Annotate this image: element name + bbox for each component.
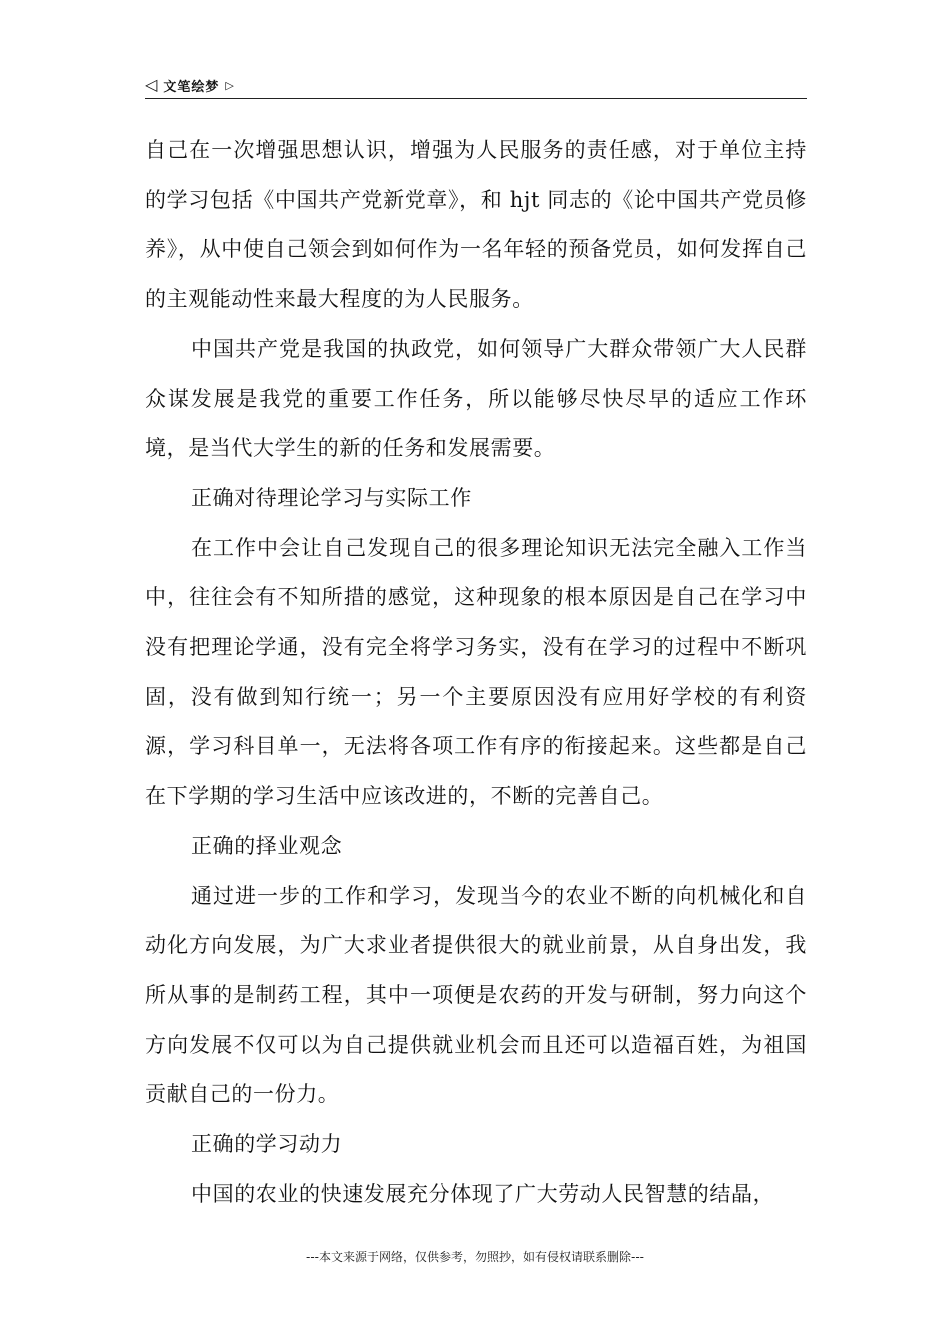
paragraph-3: 在工作中会让自己发现自己的很多理论知识无法完全融入工作当中，往往会有不知所措的感觉，这种现象的根本原因是自己在学习中没有把理论学通，没有完全将学习务实，没有在学习的过程中不断巩固，没有做到知行统一；另一个主要原因没有应用好学校的有利资源，学习科目单一，无法将各项工作有序的衔接起来。这些都是自己在下学期的学习生活中应该改进的，不断的完善自己。 [145,535,807,809]
paragraph-2: 中国共产党是我国的执政党，如何领导广大群众带领广大人民群众谋发展是我党的重要工作任务，所以能够尽快尽早的适应工作环境，是当代大学生的新的任务和发展需要。 [145,336,807,461]
section-heading-theory-practice: 正确对待理论学习与实际工作 [191,485,472,510]
header-divider [145,98,807,99]
section-heading-career-view: 正确的择业观念 [191,833,343,858]
section-heading-learning-motivation: 正确的学习动力 [191,1132,343,1157]
page-footer-disclaimer: ---本文来源于网络，仅供参考，勿照抄，如有侵权请联系删除--- [306,1250,644,1264]
paragraph-4: 通过进一步的工作和学习，发现当今的农业不断的向机械化和自动化方向发展，为广大求业者提供很大的就业前景，从自身出发，我所从事的是制药工程，其中一项便是农药的开发与研制，努力向这个方向发展不仅可以为自己提供就业机会而且还可以造福百姓，为祖国贡献自己的一份力。 [145,883,807,1107]
document-body [145,126,807,1219]
paragraph-1: 自己在一次增强思想认识，增强为人民服务的责任感，对于单位主持的学习包括《中国共产党新党章》，和 hjt 同志的《论中国共产党员修养》，从中使自己领会到如何作为一名年轻的预备党员，如何发挥自己的主观能动性来最大程度的为人民服务。 [145,138,807,312]
header-brand: 文笔绘梦 [163,79,220,95]
paragraph-5: 中国的农业的快速发展充分体现了广大劳动人民智慧的结晶， [191,1181,775,1206]
page-header [145,74,807,96]
left-triangle-icon: ◁ [145,75,158,94]
right-triangle-icon: ▷ [225,78,234,92]
